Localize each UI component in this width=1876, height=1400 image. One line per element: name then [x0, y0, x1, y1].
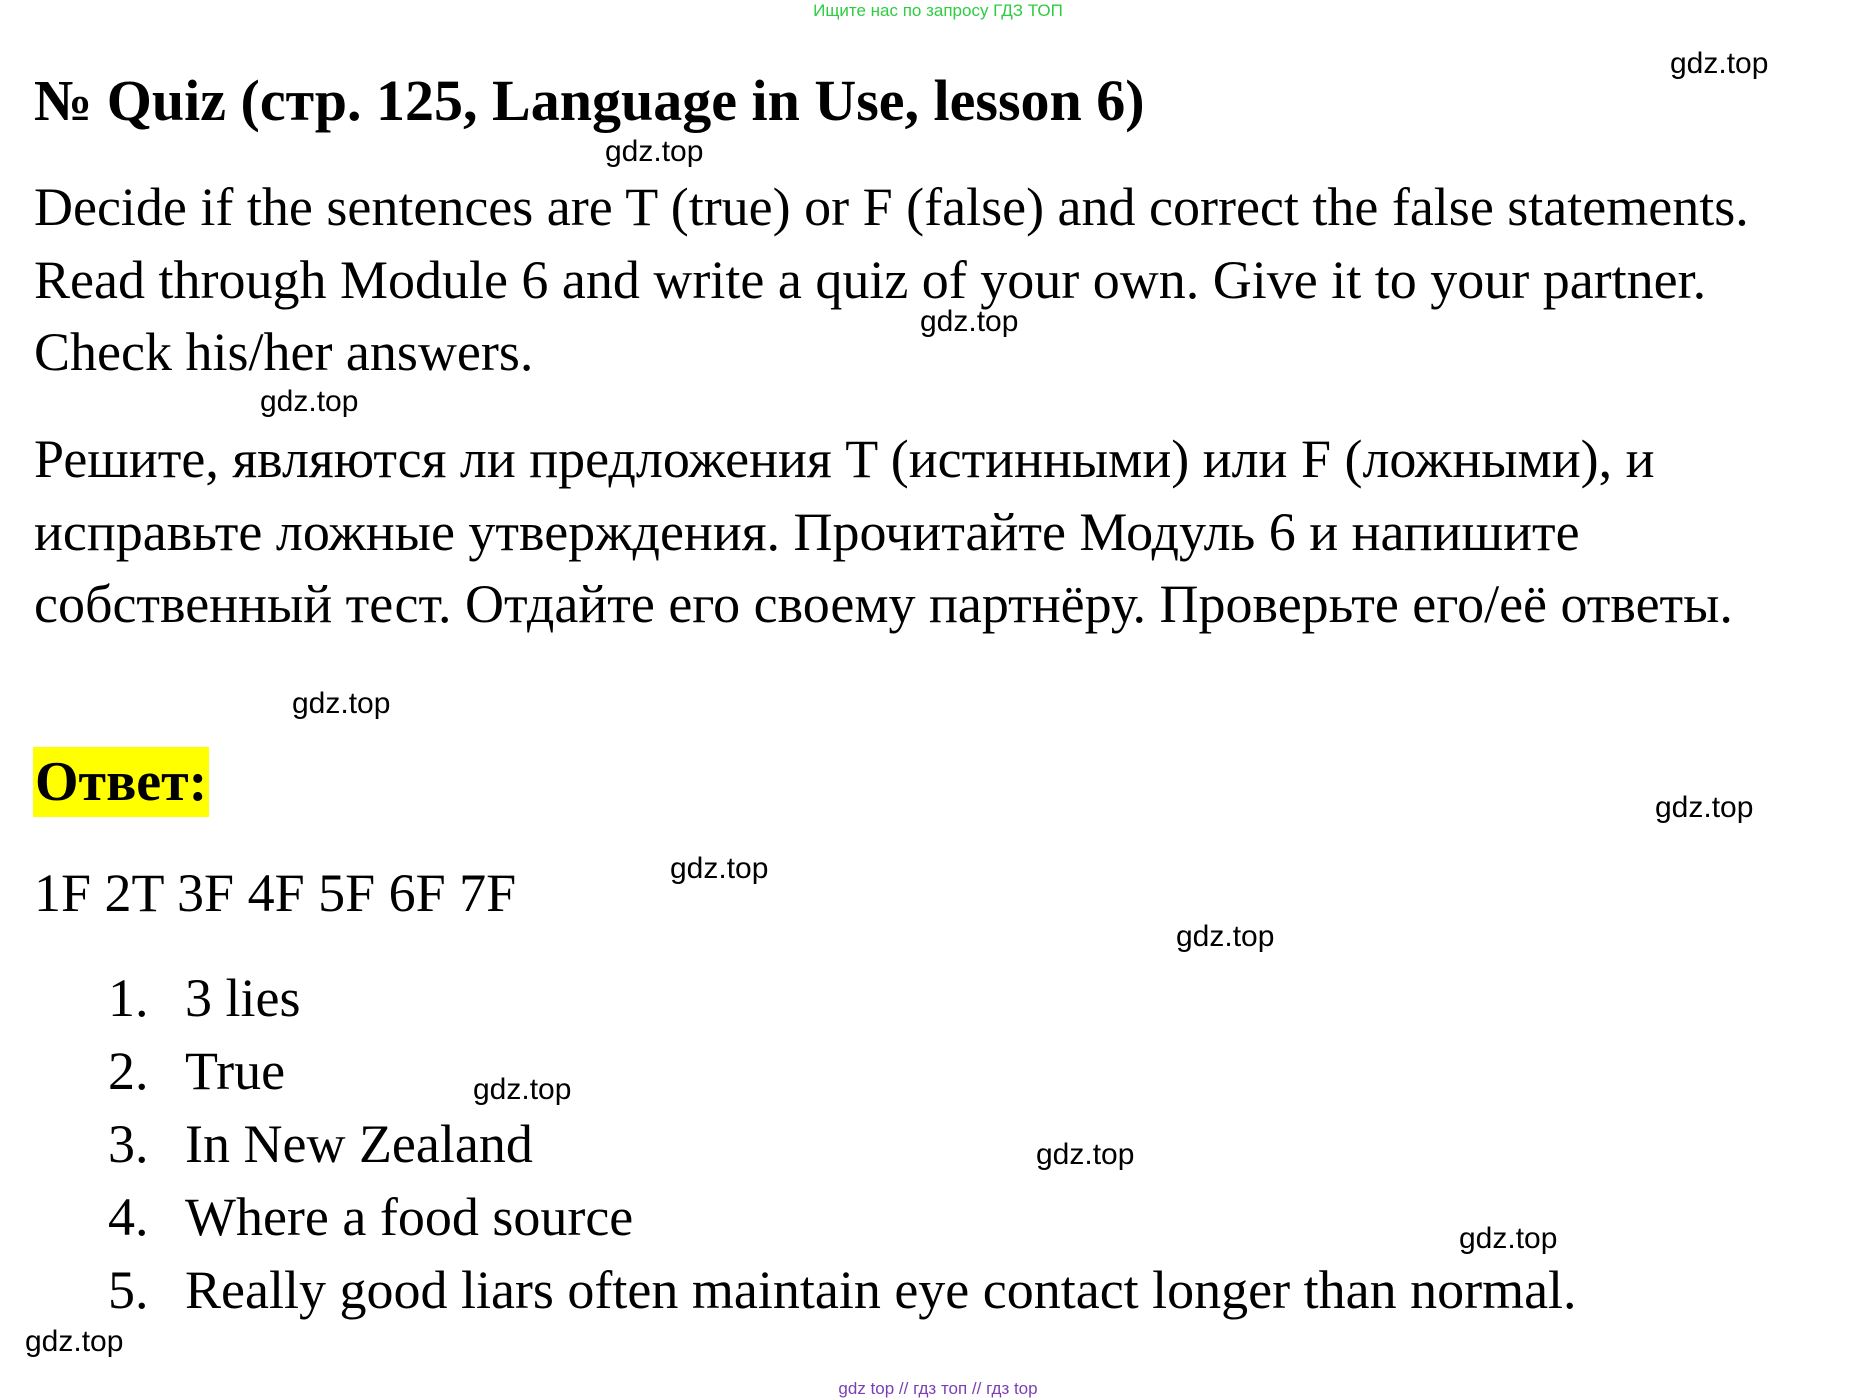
- list-item: [108, 962, 1577, 1035]
- watermark: gdz.top: [920, 305, 1019, 338]
- watermark: gdz.top: [260, 385, 359, 418]
- list-item: [108, 1108, 1577, 1181]
- answer-label: Ответ:: [33, 747, 209, 817]
- list-item-text: In New Zealand: [185, 1114, 533, 1174]
- watermark: gdz.top: [1670, 47, 1769, 80]
- instructions-russian: Решите, являются ли предложения T (истинными) или F (ложными), и исправьте ложные утверждения. Прочитайте Модуль 6 и напишите собственный тест. Отдайте его своему партнёру. Проверьте его/её ответы.: [34, 429, 1733, 634]
- watermark: gdz.top: [605, 135, 704, 168]
- list-item-number: 5.: [108, 1260, 149, 1320]
- watermark: gdz.top: [1036, 1138, 1135, 1171]
- list-item: [108, 1254, 1577, 1327]
- list-item-number: 1.: [108, 968, 149, 1028]
- watermark: gdz.top: [292, 687, 391, 720]
- page-title: № Quiz (стр. 125, Language in Use, lesson 6): [34, 68, 1145, 133]
- instructions-english: Decide if the sentences are T (true) or F (false) and correct the false statements. Read through Module 6 and write a quiz of your own. Give it to your partner. Check his/her answers.: [34, 177, 1749, 382]
- watermark: gdz.top: [1176, 920, 1275, 953]
- list-item-number: 4.: [108, 1187, 149, 1247]
- list-item: [108, 1035, 1577, 1108]
- watermark: gdz.top: [473, 1073, 572, 1106]
- watermark: gdz.top: [25, 1325, 124, 1358]
- list-item-text: Really good liars often maintain eye contact longer than normal.: [185, 1260, 1577, 1320]
- answer-list: [108, 962, 1577, 1327]
- list-item-text: 3 lies: [185, 968, 301, 1028]
- list-item-number: 2.: [108, 1041, 149, 1101]
- watermark: gdz.top: [1655, 791, 1754, 824]
- watermark: gdz.top: [670, 852, 769, 885]
- list-item: [108, 1181, 1577, 1254]
- list-item-text: True: [185, 1041, 286, 1101]
- list-item-number: 3.: [108, 1114, 149, 1174]
- footer-note: gdz top // гдз топ // гдз top: [838, 1379, 1038, 1398]
- watermark: gdz.top: [1459, 1222, 1558, 1255]
- answer-key: 1F 2T 3F 4F 5F 6F 7F: [34, 863, 517, 923]
- header-search-note: Ищите нас по запросу ГДЗ ТОП: [813, 1, 1063, 20]
- list-item-text: Where a food source: [185, 1187, 634, 1247]
